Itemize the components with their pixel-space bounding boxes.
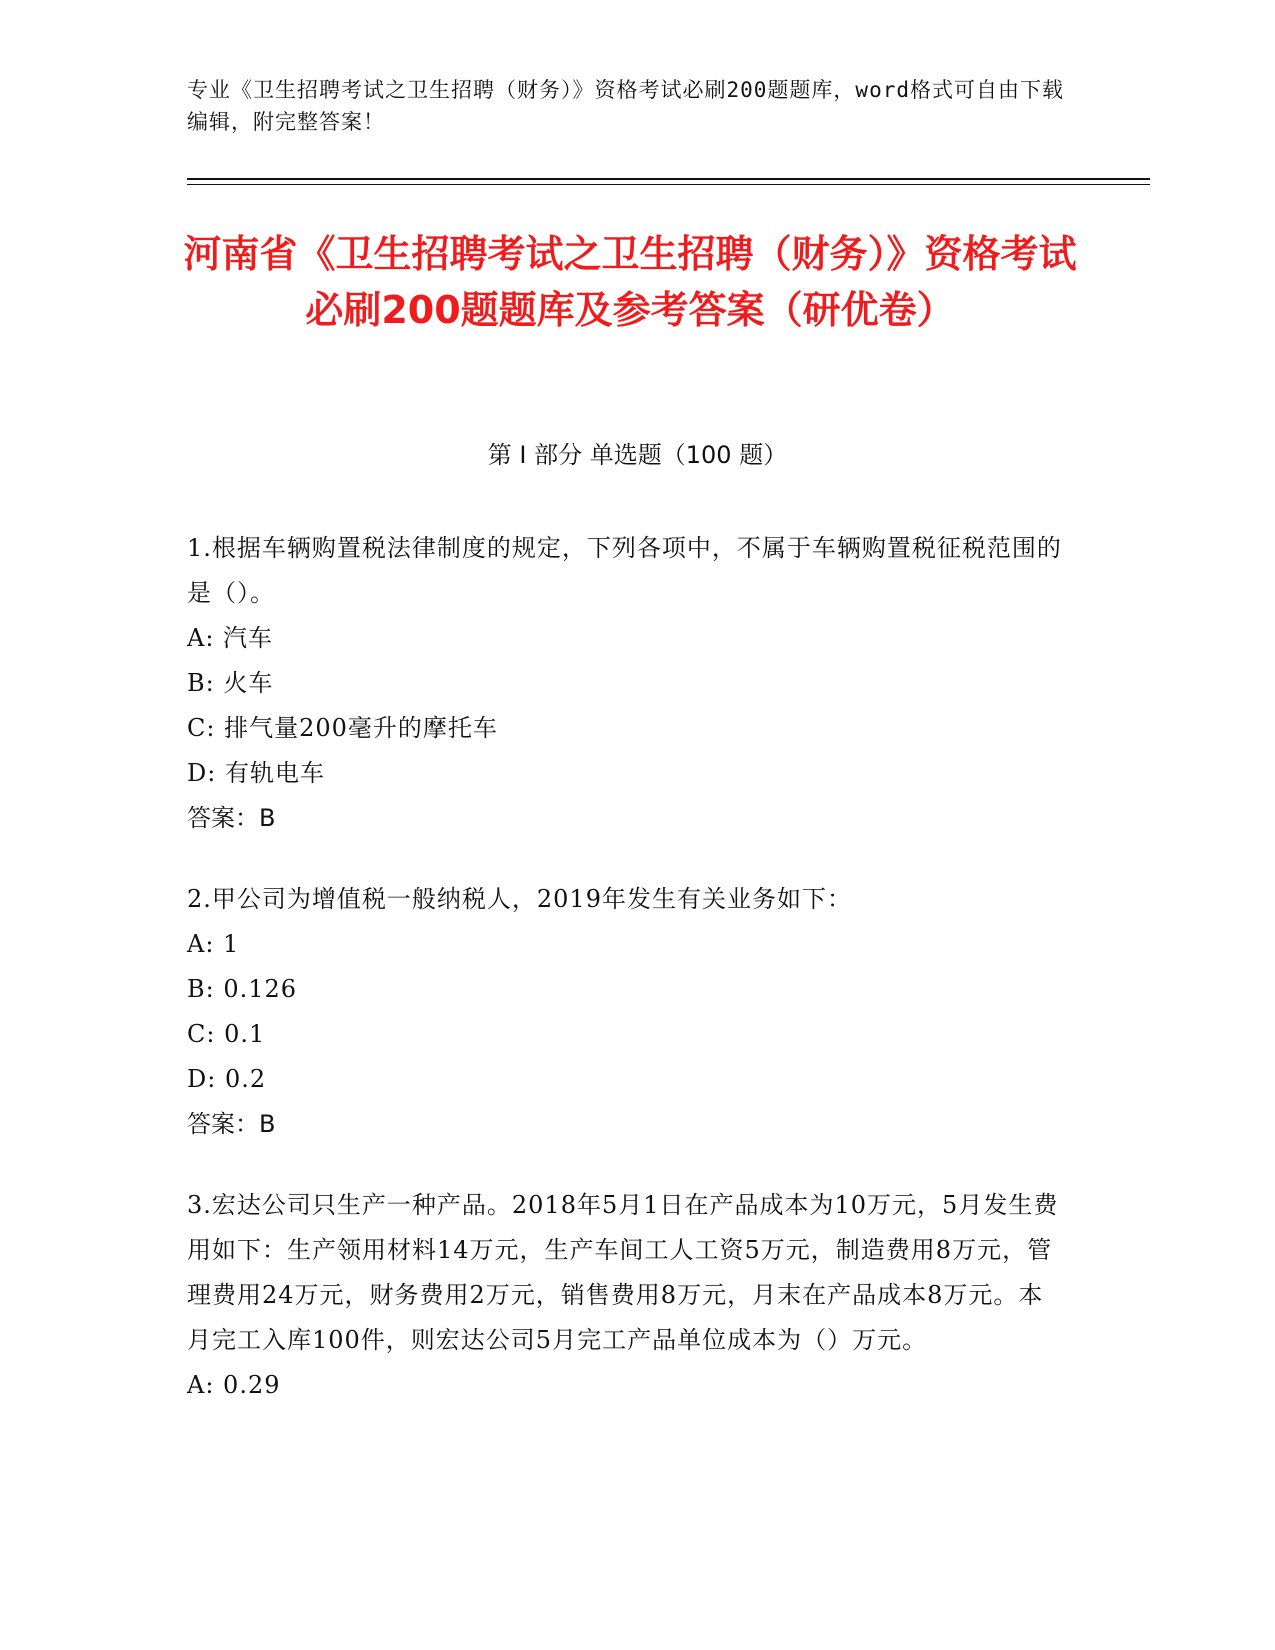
question-stem: 1.根据车辆购置税法律制度的规定，下列各项中，不属于车辆购置税征税范围的是（）。: [187, 534, 1062, 607]
option-d: D: 0.2: [187, 1065, 267, 1093]
question-1: [187, 526, 1067, 841]
section-heading: 第 I 部分 单选题（100 题）: [487, 441, 788, 469]
question-3: [187, 1183, 1067, 1408]
answer: 答案：B: [187, 804, 276, 832]
question-stem: 2.甲公司为增值税一般纳税人，2019年发生有关业务如下：: [187, 885, 852, 913]
option-c: C: 排气量200毫升的摩托车: [187, 714, 498, 742]
option-a: A: 汽车: [187, 624, 274, 652]
option-a: A: 0.29: [187, 1371, 281, 1399]
option-b: B: 0.126: [187, 975, 298, 1003]
answer: 答案：B: [187, 1110, 276, 1138]
option-a: A: 1: [187, 930, 240, 958]
option-b: B: 火车: [187, 669, 274, 697]
option-c: C: 0.1: [187, 1020, 266, 1048]
question-stem: 3.宏达公司只生产一种产品。2018年5月1日在产品成本为10万元，5月发生费用如下：生产领用材料14万元，生产车间工人工资5万元，制造费用8万元，管理费用24万元，财务费用2万元，销售费用8万元，月末在产品成本8万元。本月完工入库100件，则宏达公司5月完工产品单位成本为（）万元。: [187, 1191, 1059, 1354]
option-d: D: 有轨电车: [187, 759, 325, 787]
question-list: [187, 526, 1067, 1444]
document-title: 河南省《卫生招聘考试之卫生招聘（财务）》资格考试必刷200题题库及参考答案（研优卷）: [183, 232, 1077, 332]
header-rule-thin: [187, 184, 1150, 185]
question-2: [187, 877, 1067, 1147]
header-note: 专业《卫生招聘考试之卫生招聘（财务）》资格考试必刷200题题库，word格式可自由下载编辑，附完整答案！: [187, 78, 1064, 134]
header-rule-thick: [187, 178, 1150, 180]
